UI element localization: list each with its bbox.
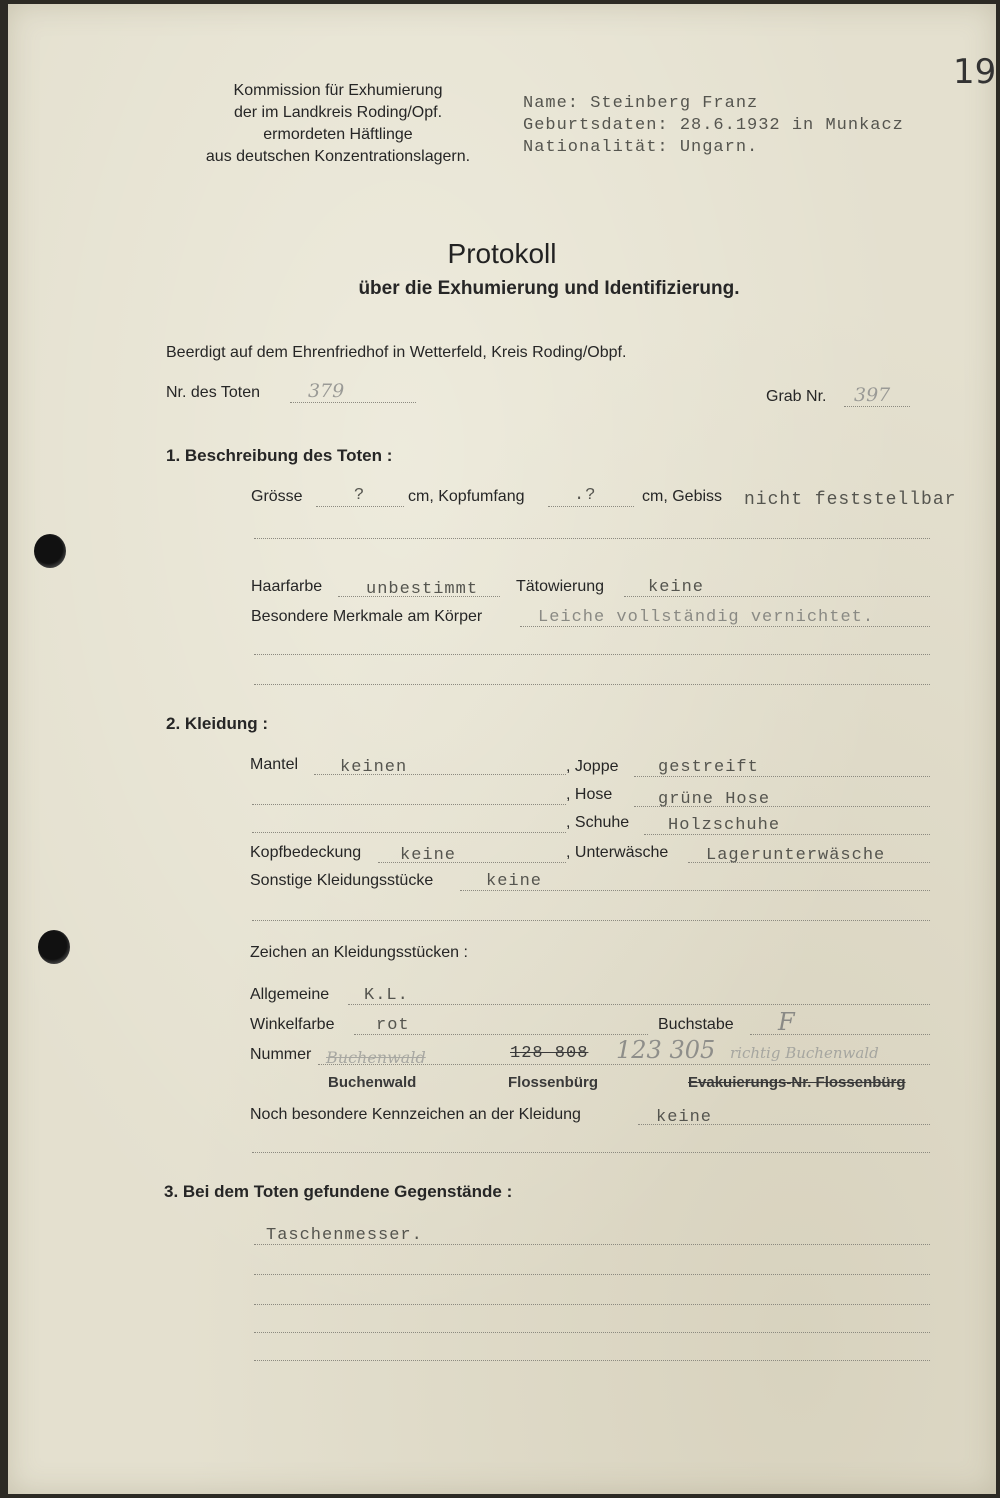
size-line: [316, 506, 404, 507]
commission-line-2: der im Landkreis Roding/Opf.: [233, 104, 443, 121]
identity-birth: Geburtsdaten: 28.6.1932 in Munkacz: [523, 116, 904, 135]
dead-number-line: [290, 402, 416, 403]
mantel-blank-line-2: [252, 832, 566, 833]
hose-value: grüne Hose: [658, 790, 771, 809]
unter-label: , Unterwäsche: [566, 844, 669, 861]
commission-block: [178, 80, 498, 168]
marks-value: Leiche vollständig vernichtet.: [538, 608, 875, 627]
nummer-hand-left: Buchenwald: [326, 1048, 426, 1067]
nummer-label: Nummer: [250, 1046, 312, 1063]
found-line-2: [254, 1274, 930, 1275]
kopf-label: Kopfbedeckung: [250, 844, 362, 861]
punch-hole-bottom: [38, 930, 70, 964]
allgemeine-line: [348, 1004, 930, 1005]
section1-blank-line-3: [254, 684, 930, 685]
section3-heading: 3. Bei dem Toten gefundene Gegenstände :: [164, 1182, 513, 1201]
found-line-1: [254, 1244, 930, 1245]
buchstabe-line: [750, 1034, 930, 1035]
sonst-label: Sonstige Kleidungsstücke: [250, 872, 434, 889]
joppe-label: , Joppe: [566, 758, 619, 775]
mantel-blank-line: [252, 804, 566, 805]
found-item-1: Taschenmesser.: [266, 1226, 423, 1245]
section2-blank-line: [252, 920, 930, 921]
nummer-hand-value: 123 305: [616, 1036, 716, 1064]
found-line-5: [254, 1360, 930, 1361]
winkel-value: rot: [376, 1016, 410, 1035]
grave-number-value: 397: [854, 384, 891, 406]
grave-number-label: Grab Nr.: [766, 388, 827, 405]
grave-number-line: [844, 406, 910, 407]
schuhe-value: Holzschuhe: [668, 816, 781, 835]
sonst-value: keine: [486, 872, 543, 891]
hair-value: unbestimmt: [366, 580, 479, 599]
section1-blank-line-1: [254, 538, 930, 539]
hair-label: Haarfarbe: [251, 578, 323, 595]
found-line-3: [254, 1304, 930, 1305]
commission-line-1: Kommission für Exhumierung: [233, 82, 443, 99]
head-value: .?: [574, 486, 597, 505]
camp-buchenwald: Buchenwald: [328, 1074, 417, 1091]
kopf-value: keine: [400, 846, 457, 865]
found-line-4: [254, 1332, 930, 1333]
section2-heading: 2. Kleidung :: [166, 714, 268, 733]
cm-kopfumfang-label: cm, Kopfumfang: [408, 488, 525, 505]
camp-evakuierung: Evakuierungs-Nr. Flossenbürg: [688, 1074, 906, 1091]
cm-gebiss-label: cm, Gebiss: [642, 488, 723, 505]
punch-hole-top: [34, 534, 66, 568]
page-number: 19: [953, 52, 997, 92]
nummer-hand-note: richtig Buchenwald: [730, 1044, 879, 1062]
nummer-typed: 128 808: [510, 1044, 589, 1063]
identity-name: Name: Steinberg Franz: [523, 94, 759, 113]
buchstabe-label: Buchstabe: [658, 1016, 734, 1033]
page-subtitle: über die Exhumierung und Identifizierung.: [358, 278, 740, 299]
unter-value: Lagerunterwäsche: [706, 846, 886, 865]
tattoo-label: Tätowierung: [516, 578, 605, 595]
camp-flossenburg: Flossenbürg: [508, 1074, 599, 1091]
dead-number-value: 379: [308, 380, 345, 402]
winkel-label: Winkelfarbe: [250, 1016, 335, 1033]
commission-line-3: ermordeten Häftlinge: [263, 126, 413, 143]
section1-blank-line-2: [254, 654, 930, 655]
burial-line: Beerdigt auf dem Ehrenfriedhof in Wetterfeld, Kreis Roding/Obpf.: [166, 344, 627, 361]
zeichen-label: Zeichen an Kleidungsstücken :: [250, 944, 468, 961]
kennzeichen-value: keine: [656, 1108, 713, 1127]
marks-label: Besondere Merkmale am Körper: [251, 608, 483, 625]
teeth-value: nicht feststellbar: [744, 490, 957, 510]
commission-line-4: aus deutschen Konzentrationslagern.: [205, 148, 471, 165]
dead-number-label: Nr. des Toten: [166, 384, 260, 401]
size-value: ?: [354, 486, 366, 505]
document-page: [8, 4, 996, 1494]
kennzeichen-label: Noch besondere Kennzeichen an der Kleidung: [250, 1106, 581, 1123]
buchstabe-value: F: [778, 1008, 795, 1036]
identity-nationality: Nationalität: Ungarn.: [523, 138, 759, 157]
hose-label: , Hose: [566, 786, 613, 803]
head-line: [548, 506, 634, 507]
section2-blank-line-2: [252, 1152, 930, 1153]
allgemeine-label: Allgemeine: [250, 986, 330, 1003]
tattoo-value: keine: [648, 578, 705, 597]
section1-heading: 1. Beschreibung des Toten :: [166, 446, 393, 465]
page-title: Protokoll: [447, 238, 557, 269]
schuhe-label: , Schuhe: [566, 814, 630, 831]
mantel-label: Mantel: [250, 756, 299, 773]
mantel-value: keinen: [340, 758, 408, 777]
allgemeine-value: K.L.: [364, 986, 409, 1005]
joppe-value: gestreift: [658, 758, 759, 777]
size-label: Grösse: [251, 488, 303, 505]
